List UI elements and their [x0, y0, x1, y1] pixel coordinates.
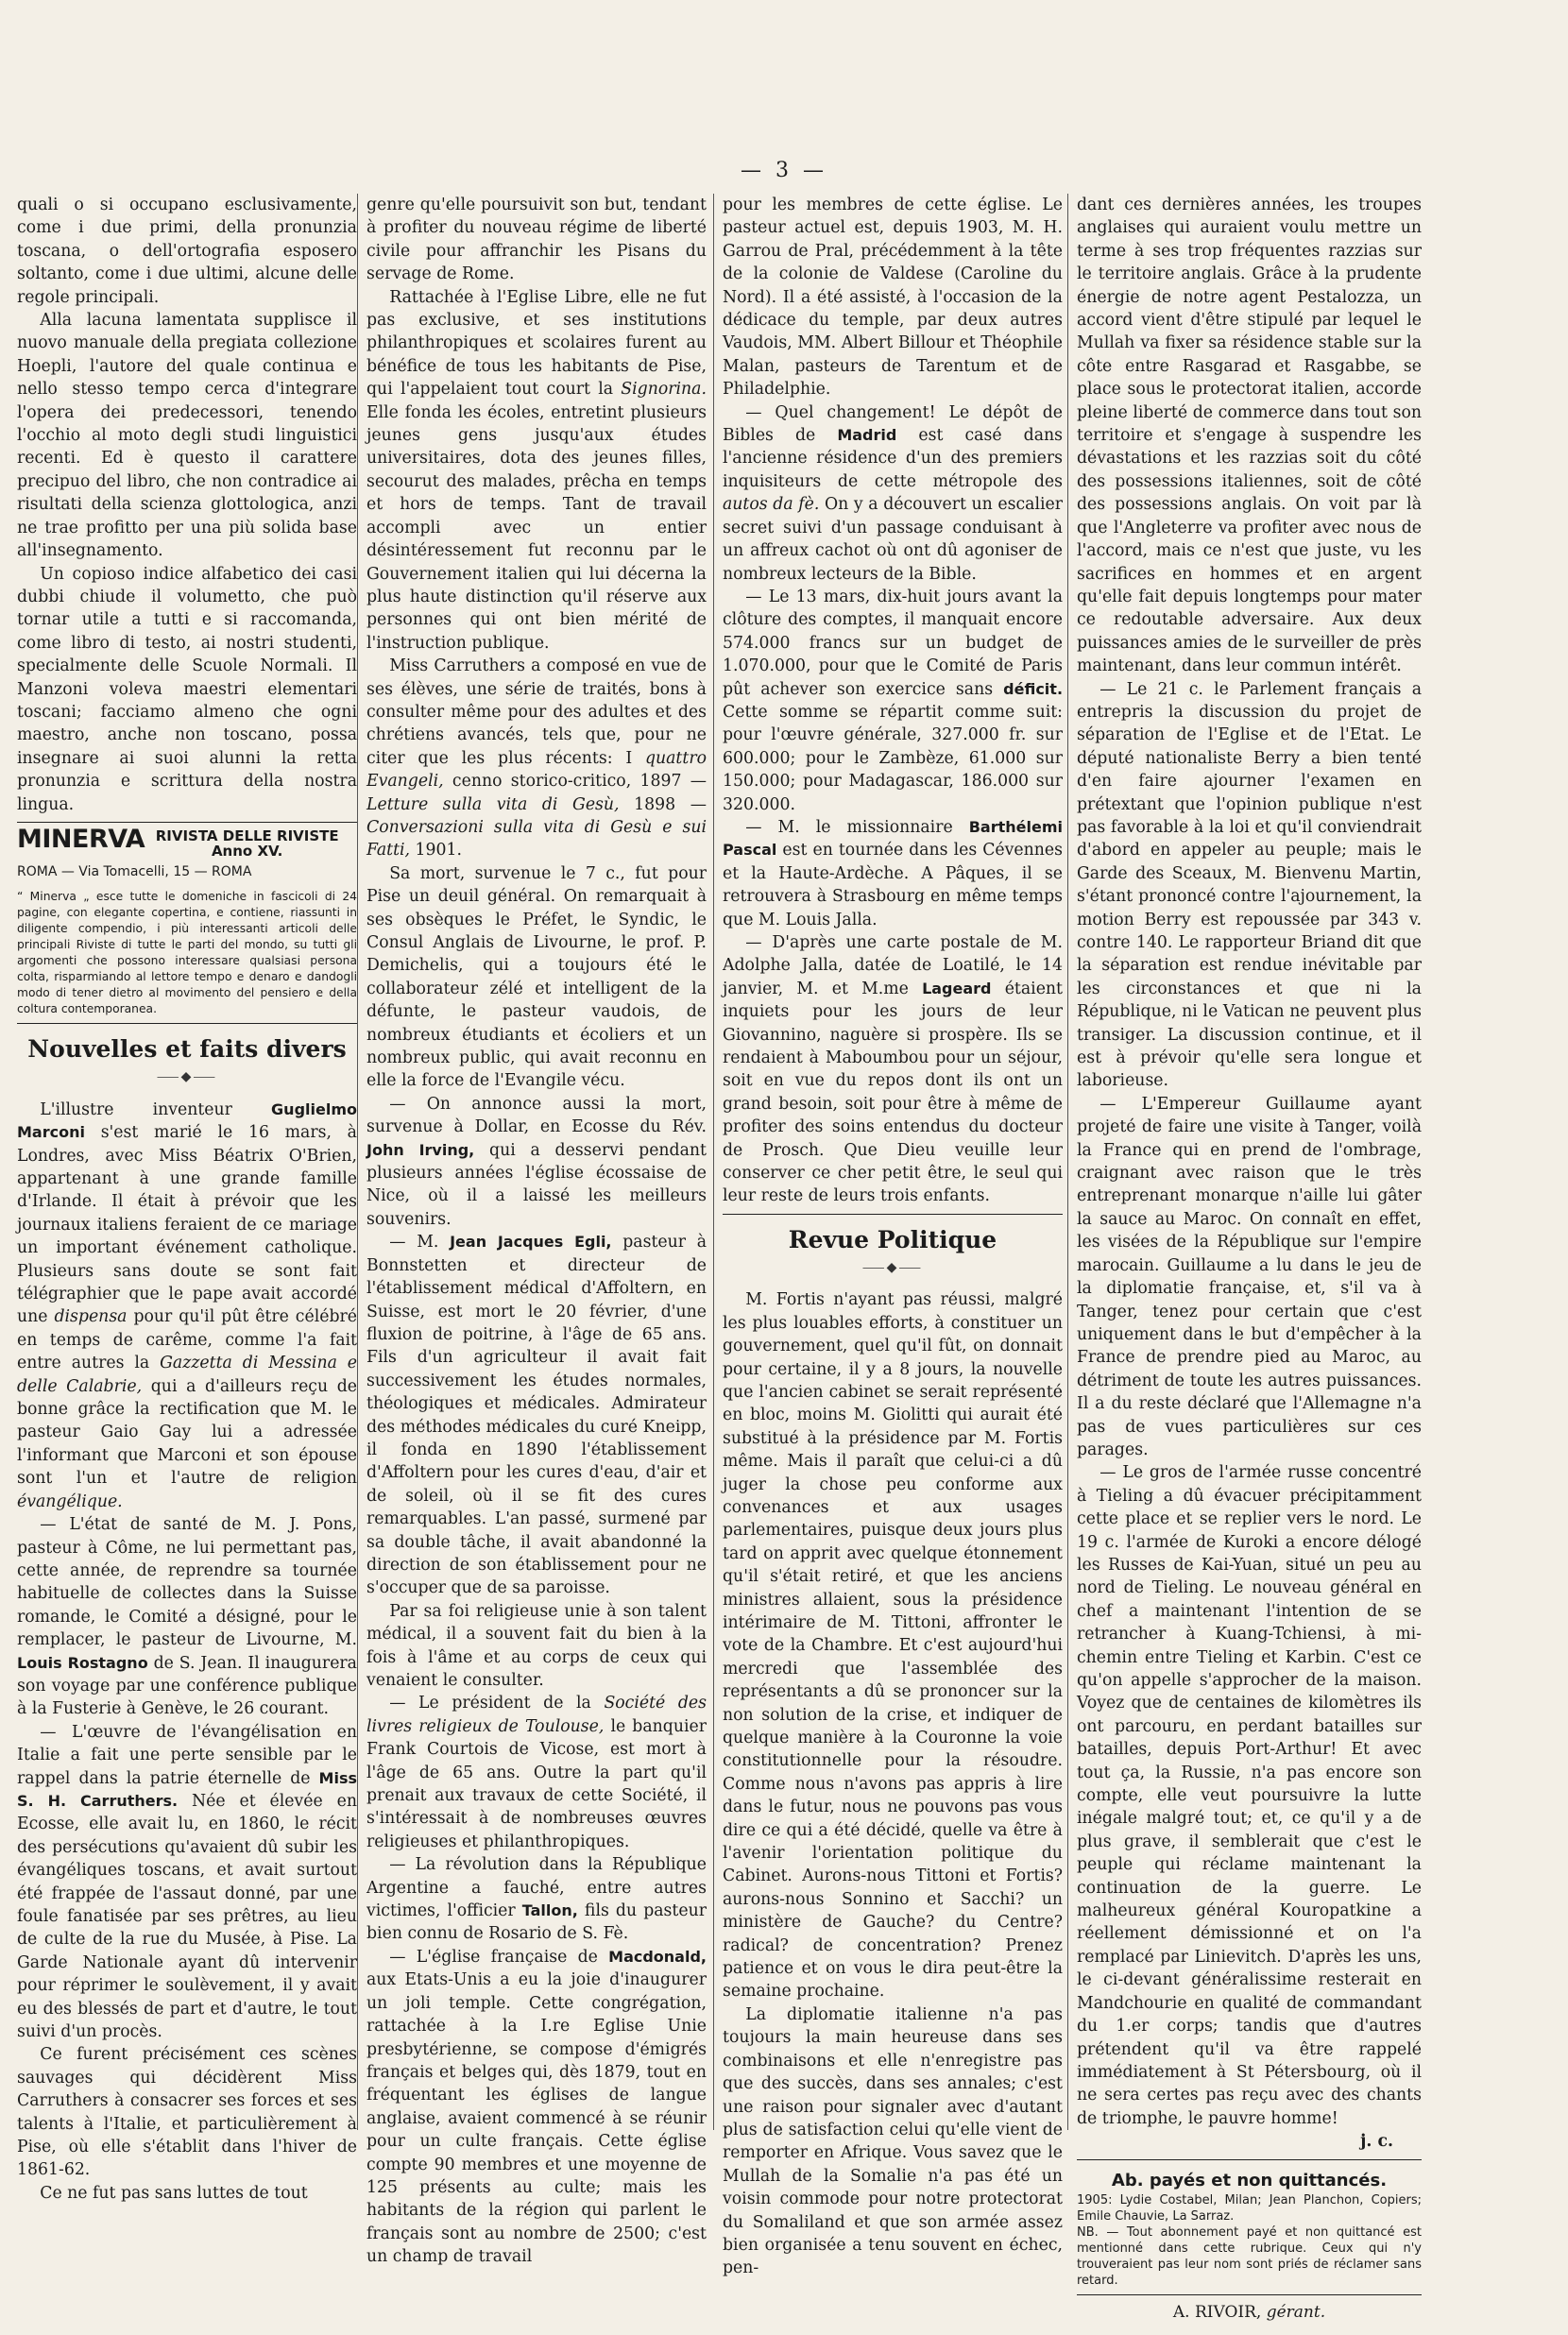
ornament: ⸺◆⸺	[156, 1069, 218, 1085]
bold-name: Jean Jacques Egli,	[450, 1233, 612, 1252]
text: est casé dans l'ancienne résidence d'un des premiers inquisiteurs de cette métropole des	[723, 426, 1063, 491]
ornament: ⸺◆⸺	[861, 1259, 924, 1275]
column-rule	[713, 194, 714, 2130]
paragraph: M. Fortis n'ayant pas réussi, malgré les plus louables efforts, à constituer un gouvernement, quel qu'il fût, on donnait pour certaine, il y a 8 jours, la nouvelle que l'ancien cabinet se serait représenté en bloc, moins M. Giolitti qui aurait été substitué à la présidence par M. Fortis même. Mais il paraît que celui-ci a dû juger la chose peu conforme aux convenances et aux usages parlementaires, puisque deux jours plus tard on apprit avec quelque étonnement qu'il s'était retiré, et que les anciens ministres allaient, sous la présidence intérimaire de M. Tittoni, affronter le vote de la Chambre. Et c'est aujourd'hui mercredi que l'assemblée des représentants a dû se prononcer sur la non solution de la crise, et indiquer de quelque manière à la Couronne la voie constitutionnelle pour la résoudre. Comme nous n'avons pas appris à lire dans le futur, nous ne pouvons pas vous dire ce qui a été décidé, quelle va être à l'avenir l'orientation politique du Cabinet. Aurons-nous Tittoni et Fortis? aurons-nous Sonnino et Sacchi? un ministère de Gauche? du Centre? radical? de concentration? Prenez patience et on vous le dira peut-être la semaine prochaine.	[723, 1290, 1063, 2002]
italic-text: autos da fè.	[723, 495, 820, 515]
paragraph: Par sa foi religieuse unie à son talent médical, il a souvent fait du bien à la fois à l'âme et au corps de ceux qui venaient le consulter.	[366, 1601, 707, 1690]
text: pasteur à Bonnstetten et directeur de l'établissement médical d'Affoltern, en Suisse, est mort le 20 février, d'une fluxion de poitrine, à l'âge de 65 ans. Fils d'un agriculteur il avait fait successivement les études normales, théologiques et médicales. Admirateur des méthodes médicales du curé Kneipp, il fonda en 1890 l'établissement d'Affoltern pour les cures d'eau, d'air et de soleil, où il se fit des cures remarquables. L'an passé, surmené par sa double tâche, il avait abandonné la direction de son établissement pour ne s'occuper que de sa paroisse.	[366, 1233, 707, 1598]
minerva-subtitle-2: Anno XV.	[211, 842, 283, 860]
text: — M.	[389, 1233, 439, 1253]
paragraph	[366, 655, 707, 862]
bold-name: Lageard	[922, 979, 992, 997]
signature: j. c.	[1360, 2132, 1393, 2152]
text: s'est marié le 16 mars, à Londres, avec Miss Béatrix O'Brien, appartenant à une grande famille d'Irlande. Il était à prévoir que les journaux italiens feraient de ce mariage un important événement catholique. Plusieurs sans doute se sont fait télégraphier que le pape avait accordé une	[17, 1123, 357, 1327]
divider	[723, 1214, 1063, 1215]
paragraph: quali o si occupano esclusivamente, come i due primi, della pronunzia toscana, o dell'ortografia esposero soltanto, come i due ultimi, alcune delle regole principali.	[17, 196, 357, 307]
text: — On annonce aussi la mort, survenue à Dollar, en Ecosse du Rév.	[366, 1094, 707, 1137]
text: qui a d'ailleurs reçu de bonne grâce la rectification que M. le pasteur Gaio Gay lui a adressée l'informant que Marconi et son épouse sont l'un et l'autre de religion	[17, 1376, 358, 1489]
text: — Le président de la	[389, 1694, 591, 1713]
bold-name: Macdonald,	[608, 1947, 707, 1966]
bold-name: Miss S. H. Carruthers.	[17, 1768, 357, 1810]
gerant-title: gérant.	[1266, 2302, 1326, 2322]
paragraph: Ce furent précisément ces scènes sauvages qui décidèrent Miss Carruthers à consacrer ses forces et ses talents à l'Italie, et particulièrement à Pise, où elle s'établit dans l'hiver de 1861-62.	[17, 2045, 357, 2180]
paragraph: La diplomatie italienne n'a pas toujours la main heureuse dans ses combinaisons et elle n'enregistre pas que des succès, dans ses annales; c'est une raison pour signaler avec d'autant plus de satisfaction celui qu'elle vient de remporter en Afrique. Vous savez que le Mullah de la Somalie n'a pas été un voisin commode pour notre protectorat du Somaliland et que son armée assez bien organisée a tenu souvent en échec, pen-	[723, 2004, 1063, 2278]
abonnements-list: 1905: Lydie Costabel, Milan; Jean Planchon, Copiers; Emile Chauvie, La Sarraz.	[1077, 2192, 1422, 2224]
gerant-name: A. RIVOIR,	[1172, 2302, 1262, 2322]
divider	[1077, 2294, 1422, 2295]
paragraph	[366, 1853, 707, 1946]
italic-text: Conversazioni sulla vita di Gesù e sui Fatti,	[366, 817, 707, 861]
revue-heading: Revue Politique	[788, 1225, 997, 1253]
text: Cette somme se répartit comme suit: pour l'œuvre générale, 327.000 fr. sur 600.000; pour le Zambèze, 61.000 sur 150.000; pour Madagascar, 186.000 sur 320.000.	[723, 702, 1063, 814]
minerva-address: ROMA — Via Tomacelli, 15 — ROMA	[17, 863, 252, 879]
abonnements-heading: Ab. payés et non quittancés.	[1111, 2170, 1388, 2190]
text: — Le 13 mars, dix-huit jours avant la clôture des comptes, il manquait encore 574.000 francs sur un budget de 1.070.000, pour que le Comité de Paris pût achever son exercice sans	[723, 587, 1063, 699]
gerant	[1077, 2301, 1422, 2324]
paragraph	[723, 931, 1063, 1208]
paragraph	[366, 1946, 707, 2269]
paragraph	[366, 286, 707, 656]
italic-text: Société des livres religieux de Toulouse,	[366, 1694, 707, 1736]
text: Née et élevée en Ecosse, elle avait lu, en 1860, le récit des persécutions qu'avaient dû subir les évangéliques toscans, et avait surtout été frappée de l'assaut donné, par une foule fanatisée par ses prêtres, au lieu de culte de la rue du Musée, à Pise. La Garde Nationale ayant dû intervenir pour réprimer le soulèvement, il y avait eu des blessés de part et d'autre, le tout suivi d'un procès.	[17, 1791, 357, 2042]
column-rule	[357, 194, 358, 2130]
paragraph: Un copioso indice alfabetico dei casi dubbi chiude il volumetto, che può tornar utile a tutti e si raccomanda, come libro di testo, ai nostri studenti, specialmente delle Scuole Normali. Il Manzoni voleva maestri elementari toscani; facciamo almeno che ogni maestro, anche non toscano, possa insegnare ai suoi alunni la retta pronunzia e scrittura della nostra lingua.	[17, 564, 357, 814]
paragraph	[17, 1099, 357, 1513]
divider	[1077, 2159, 1422, 2160]
column-3	[723, 194, 1063, 2286]
text: — L'état de santé de M. J. Pons, pasteur à Côme, ne lui permettant pas, cette année, de reprendre sa tournée habituelle de collectes dans la Suisse romande, le Comité a désigné, pour le remplacer, le pasteur de Livourne, M.	[17, 1515, 357, 1650]
paragraph: Alla lacuna lamentata supplisce il nuovo manuale della pregiata collezione Hoepli, l'autore del quale continua e nello stesso tempo cerca d'integrare l'opera dei predecessori, tenendo l'occhio al moto degli studi linguistici recenti. Ed è questo il carattere precipuo del libro, che non contradice ai risultati della scienza glottologica, anzi ne trae profitto per una più solida base all'insegnamento.	[17, 311, 357, 561]
text: fils du pasteur bien connu de Rosario de S. Fè.	[366, 1901, 707, 1944]
text: — Quel changement! Le dépôt de Bibles de	[723, 402, 1063, 446]
minerva-subtitle-1: RIVISTA DELLE RIVISTE	[155, 827, 339, 844]
column-2	[366, 194, 707, 2286]
minerva-text: “ Minerva „ esce tutte le domeniche in fascicoli di 24 pagine, con elegante copertina, e contiene, riassunti in diligente compendio, i più interessanti articoli delle principali Riviste di tutte le parti del mondo, su tutti gli argomenti che possono interessare qualsiasi persona colta, risparmiando al lettore tempo e denaro e dandogli modo di tener dietro al movimento del pensiero e della coltura contemporanea.	[17, 890, 357, 1016]
text: de S. Jean. Il inaugurera son voyage par une conférence publique à la Fusterie à Genève, le 26 courant.	[17, 1653, 357, 1719]
paragraph	[366, 1231, 707, 1600]
divider	[17, 822, 357, 823]
bold-name: Barthélemi Pascal	[723, 817, 1063, 860]
divider	[17, 1023, 357, 1024]
italic-text: dispensa	[54, 1307, 128, 1327]
bold-name: Tallon,	[521, 1901, 578, 1920]
text: est en tournée dans les Cévennes et la Haute-Ardèche. A Pâques, il se retrouvera à Strasbourg en même temps que M. Louis Jalla.	[723, 841, 1064, 929]
column-1	[17, 194, 357, 2286]
minerva-subtitle	[156, 828, 339, 859]
text: — D'après une carte postale de M. Adolphe Jalla, datée de Loatilé, le 14 janvier, M. et M.me	[723, 933, 1063, 998]
paragraph	[17, 1721, 357, 2044]
paragraph	[723, 816, 1063, 931]
text: On y a découvert un escalier secret suivi d'un passage conduisant à un affreux cachot où ont dû agoniser de nombreux lecteurs de la Bible.	[723, 495, 1064, 584]
bold-name: déficit.	[1003, 679, 1064, 698]
text: pour qu'il pût être célébré en temps de carême, comme l'a fait entre autres la	[17, 1307, 357, 1373]
text: — L'église française de	[389, 1947, 598, 1967]
paragraph: — L'Empereur Guillaume ayant projeté de faire une visite à Tanger, voilà la France qui en prend de l'ombrage, craignant avec raison que le très entreprenant monarque n'aille lui gâter la sauce au Maroc. On connaît en effet, les visées de la République sur l'empire marocain. Guillaume a lu dans le jeu de la diplomatie française, et, s'il va à Tanger, tenez pour certain que c'est uniquement dans le but d'empêcher à la France de prendre pied au Maroc, au détriment de toute les autres puissances. Il a du reste déclaré que l'Allemagne n'a pas de vues particulières sur ces parages.	[1077, 1094, 1422, 1459]
column-rule	[1067, 194, 1068, 2130]
paragraph	[366, 1093, 707, 1231]
paragraph	[723, 401, 1063, 586]
text: L'illustre inventeur	[40, 1099, 232, 1119]
page-number: — 3 —	[741, 159, 827, 182]
text: le banquier Frank Courtois de Vicose, est mort à l'âge de 65 ans. Outre la part qu'il prenait aux travaux de cette Société, il s'intéressait à de nombreuses œuvres religieuses et philanthropiques.	[366, 1716, 707, 1851]
paragraph: genre qu'elle poursuivit son but, tendant à profiter du nouveau régime de liberté civile pour affranchir les Pisans du servage de Rome.	[366, 196, 707, 284]
text: 1901.	[415, 841, 463, 861]
text: qui a desservi pendant plusieurs années l'église écossaise de Nice, où il a laissé les meilleurs souvenirs.	[366, 1140, 707, 1229]
text: Miss Carruthers a composé en vue de ses élèves, une série de traités, bons à consulter même pour des adultes et des chrétiens avancés, tels que, pour ne citer que les plus récents: I	[366, 656, 707, 768]
italic-text: quattro Evangeli,	[366, 748, 707, 792]
text: 1898 —	[634, 794, 707, 814]
paragraph: — Le gros de l'armée russe concentré à Tieling a dû évacuer précipitamment cette place et se replier vers le nord. Le 19 c. l'armée de Kuroki a encore délogé les Russes de Kai-Yuan, situé un peu au nord de Tieling. Le nouveau général en chef a maintenant l'intention de se retrancher à Kuang-Tchiensi, à mi-chemin entre Tieling et Karbin. C'est ce qu'on appelle s'approcher de la maison. Voyez que de centaines de kilomètres ils ont parcouru, en perdant batailles sur batailles, depuis Port-Arthur! Et avec tout ça, la Russie, n'a pas encore son compte, elle veut poursuivre la lutte inégale malgré tout; et, ce qu'il y a de plus grave, il semblerait que c'est le peuple qui réclame maintenant la continuation de la guerre. Le malheureux général Kouropatkine a réellement démissionné et on l'a remplacé par Linievitch. D'après les uns, le ci-devant généralissime resterait en Mandchourie en qualité de commandant du 1.er corps; tandis que d'autres prétendent qu'il va être rappelé immédiatement à St Pétersbourg, où il ne sera certes pas reçu avec des chants de triomphe, le pauvre homme!	[1077, 1463, 1422, 2128]
bold-name: Guglielmo Marconi	[17, 1099, 357, 1142]
text: — L'œuvre de l'évangélisation en Italie a fait une perte sensible par le rappel dans la patrie éternelle de	[17, 1722, 357, 1788]
bold-name: John Irving,	[366, 1140, 475, 1159]
text: cenno storico-critico, 1897 —	[452, 772, 707, 792]
paragraph	[723, 586, 1063, 816]
paragraph	[17, 1513, 357, 1721]
paragraph: pour les membres de cette église. Le pasteur actuel est, depuis 1903, M. H. Garrou de Pral, précédemment à la tête de la colonie de Valdese (Caroline du Nord). Il a été assisté, à l'occasion de la dédicace du temple, par deux autres Vaudois, MM. Albert Billour et Théophile Malan, pasteurs de Tarentum et de Philadelphie.	[723, 196, 1063, 400]
bold-name: Louis Rostagno	[17, 1653, 148, 1672]
text: étaient inquiets pour les jours de leur Giovannino, naguère si prospère. Ils se rendaient à Maboumbou pour un séjour, soit en vue du repos dont ils ont un grand besoin, soit pour être à même de profiter des soins entendus du docteur de Prosch. Que Dieu veuille leur conserver ce cher petit être, le seul qui leur reste de leurs trois enfants.	[723, 979, 1063, 1206]
paragraph: — Le 21 c. le Parlement français a entrepris la discussion du projet de séparation de l'Eglise et de l'Etat. Le député nationaliste Berry a bien tenté d'en faire ajourner l'examen en prétextant que l'opinion publique n'est pas favorable à la loi et qu'il conviendrait d'abord en appeler au peuple; mais le Garde des Sceaux, M. Bienvenu Martin, s'étant prononcé contre l'ajournement, la motion Berry est repoussée par 343 v. contre 140. Le rapporteur Briand dit que la séparation est rendue inévitable par les circonstances et que ni la République, ni le Vatican ne peuvent plus transiger. La discussion continue, et il est à prévoir qu'elle sera longue et laborieuse.	[1077, 679, 1422, 1091]
minerva-title: MINERVA	[17, 824, 145, 854]
italic-text: évangélique.	[17, 1491, 123, 1511]
text: Elle fonda les écoles, entretint plusieurs jeunes gens jusqu'aux études universitaires, dota des jeunes filles, secourut des malades, prêcha en temps et hors de temps. Tant de travail accompli avec un entier désintéressement fut reconnu par le Gouvernement italien qui lui décerna la plus haute distinction qu'il réserve aux personnes qui ont bien mérité de l'instruction publique.	[366, 402, 707, 653]
paragraph: Sa mort, survenue le 7 c., fut pour Pise un deuil général. On remarquait à ses obsèques le Préfet, le Syndic, le Consul Anglais de Livourne, le prof. P. Demichelis, qui a toujours été le collaborateur zélé et intelligent de la défunte, le pasteur vaudois, de nombreux étudiants et écoliers et un nombreux public, qui avait reconnu en elle la force de l'Evangile vécu.	[366, 863, 707, 1091]
text: aux Etats-Unis a eu la joie d'inaugurer un joli temple. Cette congrégation, rattachée à la I.re Eglise Unie presbytérienne, se compose d'émigrés français et belges qui, dès 1879, tout en fréquentant les églises de langue anglaise, avaient commencé à se réunir pour un culte français. Cette église compte 90 membres et une moyenne de 125 présents au culte; mais les habitants de la région qui parlent le français sont au nombre de 2500; c'est un champ de travail	[366, 1970, 707, 2267]
text: Rattachée à l'Eglise Libre, elle ne fut pas exclusive, et ses institutions philanthropiques et scolaires furent au bénéfice de tous les habitants de Pise, qui l'appelaient tout court la	[366, 287, 707, 400]
minerva-ad	[17, 824, 357, 1017]
column-4	[1077, 194, 1422, 2322]
italic-text: Signorina.	[621, 380, 707, 400]
bold-name: Madrid	[837, 426, 897, 445]
paragraph: dant ces dernières années, les troupes anglaises qui auraient voulu mettre un terme à ses trop fréquentes razzias sur le territoire anglais. Grâce à la prudente énergie de notre agent Pestalozza, un accord vient d'être stipulé par lequel le Mullah va fixer sa résidence stable sur la côte entre Rasgarad et Rasgabbe, se place sous le protectorat italien, accorde pleine liberté de commerce dans tout son territoire et s'engage à suspendre les dévastations et les razzias soit du côté des possessions italiennes, soit de côté des possessions anglais. On voit par là que l'Angleterre va profiter avec nous de l'accord, mais ce n'est que juste, vu les sacrifices en hommes et en argent qu'elle fait depuis longtemps pour mater ce redoutable adversaire. Aux deux puissances amies de le surveiller de près maintenant, dans leur commun intérêt.	[1077, 196, 1422, 676]
italic-text: Gazzetta di Messina e delle Calabrie,	[17, 1354, 358, 1396]
abonnements-note: NB. — Tout abonnement payé et non quittancé est mentionné dans cette rubrique. Ceux qui n'y trouveraient pas leur nom sont priés de réclamer sans retard.	[1077, 2224, 1422, 2288]
nouvelles-heading: Nouvelles et faits divers	[27, 1035, 347, 1064]
paragraph: Ce ne fut pas sans luttes de tout	[40, 2183, 308, 2203]
paragraph	[366, 1692, 707, 1853]
italic-text: Letture sulla vita di Gesù,	[366, 794, 620, 814]
text: — La révolution dans la République Argentine a fauché, entre autres victimes, l'officier	[366, 1855, 707, 1921]
text: — M. le missionnaire	[745, 817, 953, 837]
